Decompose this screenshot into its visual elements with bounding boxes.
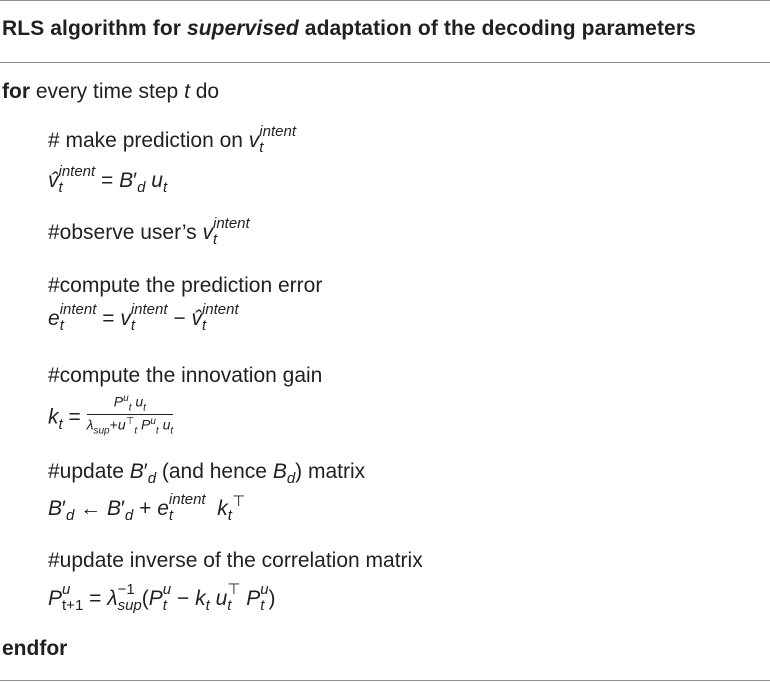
algorithm-title: RLS algorithm for supervised adaptation of the decoding parameters	[2, 17, 696, 40]
header-rule	[0, 62, 770, 63]
top-rule	[0, 0, 770, 1]
update-p-equation: P u t+1 = λ −1 sup (P u t − $k_t$ u ⊤ t P u t )	[48, 581, 276, 615]
update-p-comment: #update inverse of the correlation matrix	[48, 549, 423, 572]
update-b-comment: #update $B'_d$ (and hence $B_d$) matrix	[48, 460, 366, 487]
gain-equation: $k_t$ = $\frac{P^u_t u_t}{\lambda_{sup}+u^⊤_t P^u_t u_t}$	[48, 393, 174, 437]
bottom-rule	[0, 680, 770, 681]
update-b-equation: $B'_d$ ← $B'_d + e$ intent t $k_t^⊤$	[48, 491, 246, 525]
observe-comment: #observe user’s v intent t	[48, 215, 250, 248]
gain-fraction: $\frac{P^u_t u_t}{\lambda_{sup}+u^⊤_t P^u_t u_t}$	[86, 393, 174, 437]
error-comment: #compute the prediction error	[48, 274, 323, 297]
predict-equation: v̂ intent t = $B'_d$ $u_t$	[48, 163, 168, 197]
endfor-keyword: endfor	[2, 637, 68, 660]
predict-comment: # make prediction on v intent t	[48, 123, 296, 156]
endfor-line	[2, 637, 67, 661]
for-line: for every time step t do	[2, 80, 220, 103]
error-equation: e intent t = v intent t − v̂ intent t	[48, 301, 239, 334]
gain-comment: #compute the innovation gain	[48, 364, 323, 387]
for-keyword: for	[2, 80, 30, 103]
